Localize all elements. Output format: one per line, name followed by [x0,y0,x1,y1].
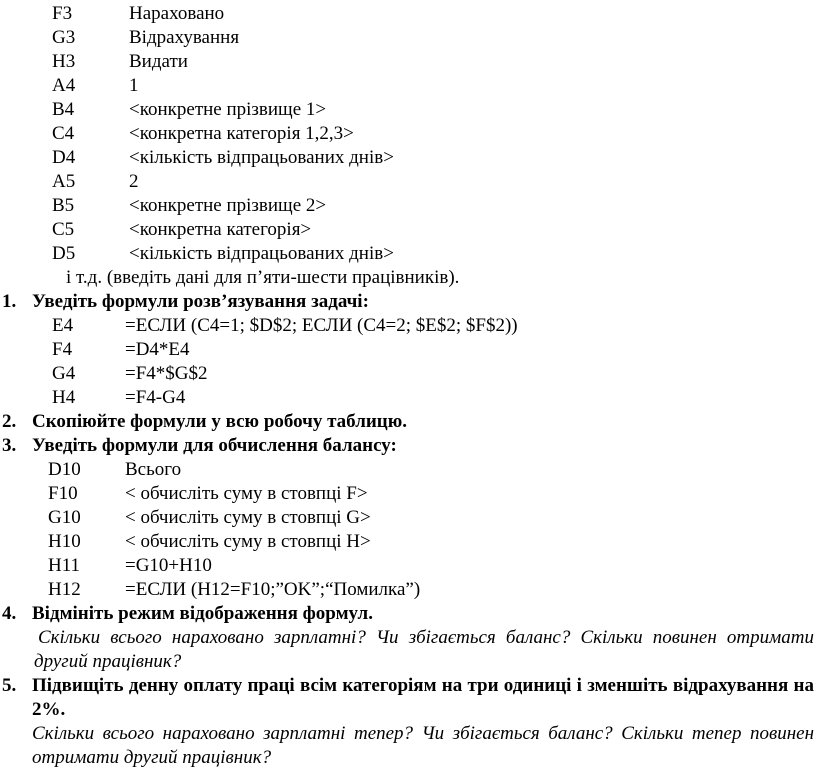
cell-reference: H11 [48,555,81,576]
cell-value: =ЕСЛИ (С4=1; $D$2; ЕСЛИ (С4=2; $E$2; $F$2)) [125,315,518,336]
cell-value: =D4*E4 [125,339,190,360]
step-title: Відмініть режим відображення формул. [32,603,373,624]
cell-value: < обчисліть суму в стовпці F> [125,483,368,504]
cell-reference: G3 [52,27,76,48]
cell-value: <конкретне прізвище 1> [129,99,327,120]
cell-value: <кількість відпрацьованих днів> [129,147,394,168]
cell-reference: H4 [52,387,76,408]
cell-value: < обчисліть суму в стовпці G> [125,507,371,528]
step-number: 4. [2,603,17,624]
cell-value: 1 [129,75,139,96]
cell-reference: D5 [52,243,76,264]
cell-reference: C4 [52,123,75,144]
step-title: Уведіть формули розв’язування задачі: [32,291,369,312]
step-number: 5. [2,675,17,696]
cell-value: <кількість відпрацьованих днів> [129,243,394,264]
cell-reference: G4 [52,363,76,384]
cell-reference: H10 [48,531,81,552]
step5-question: Скільки всього нараховано зарплатні тепер? Чи збігається баланс? Скільки тепер повинен отримати другий працівник? [32,723,814,768]
cell-value: < обчисліть суму в стовпці H> [125,531,371,552]
cell-value: Відрахування [129,27,240,48]
cell-reference: B5 [52,195,75,216]
cell-value: =F4-G4 [125,387,186,408]
cell-reference: D10 [48,459,81,480]
step5-title: Підвищіть денну оплату праці всім категоріям на три одиниці і зменшіть відрахування на 2%. [32,675,814,720]
cell-reference: E4 [52,315,74,336]
etc-line: і т.д. (введіть дані для п’яти-шести працівників). [66,267,460,288]
cell-reference: G10 [48,507,81,528]
cell-value: <конкретна категорія> [129,219,312,240]
cell-value: Видати [129,51,188,72]
cell-value: Всього [125,459,182,480]
step-number: 2. [2,411,17,432]
step-number: 1. [2,291,17,312]
cell-reference: A4 [52,75,76,96]
cell-value: <конкретна категорія 1,2,3> [129,123,354,144]
cell-reference: F4 [52,339,73,360]
cell-reference: A5 [52,171,76,192]
cell-value: 2 [129,171,139,192]
cell-reference: D4 [52,147,76,168]
cell-reference: C5 [52,219,75,240]
cell-reference: B4 [52,99,75,120]
step-title: Скопіюйте формули у всю робочу таблицю. [32,411,408,432]
step-title: Уведіть формули для обчислення балансу: [32,435,397,456]
cell-value: <конкретне прізвище 2> [129,195,327,216]
cell-value: Нараховано [129,3,225,24]
cell-reference: F3 [52,3,73,24]
cell-value: =ЕСЛИ (H12=F10;”OK”;“Помилка”) [125,579,421,600]
cell-reference: F10 [48,483,78,504]
cell-value: =G10+H10 [125,555,212,576]
step4-question: Скільки всього нараховано зарплатні? Чи збігається баланс? Скільки повинен отримати другий працівник? [34,627,814,672]
cell-reference: H12 [48,579,81,600]
step-number: 3. [2,435,17,456]
cell-value: =F4*$G$2 [125,363,208,384]
cell-reference: H3 [52,51,76,72]
